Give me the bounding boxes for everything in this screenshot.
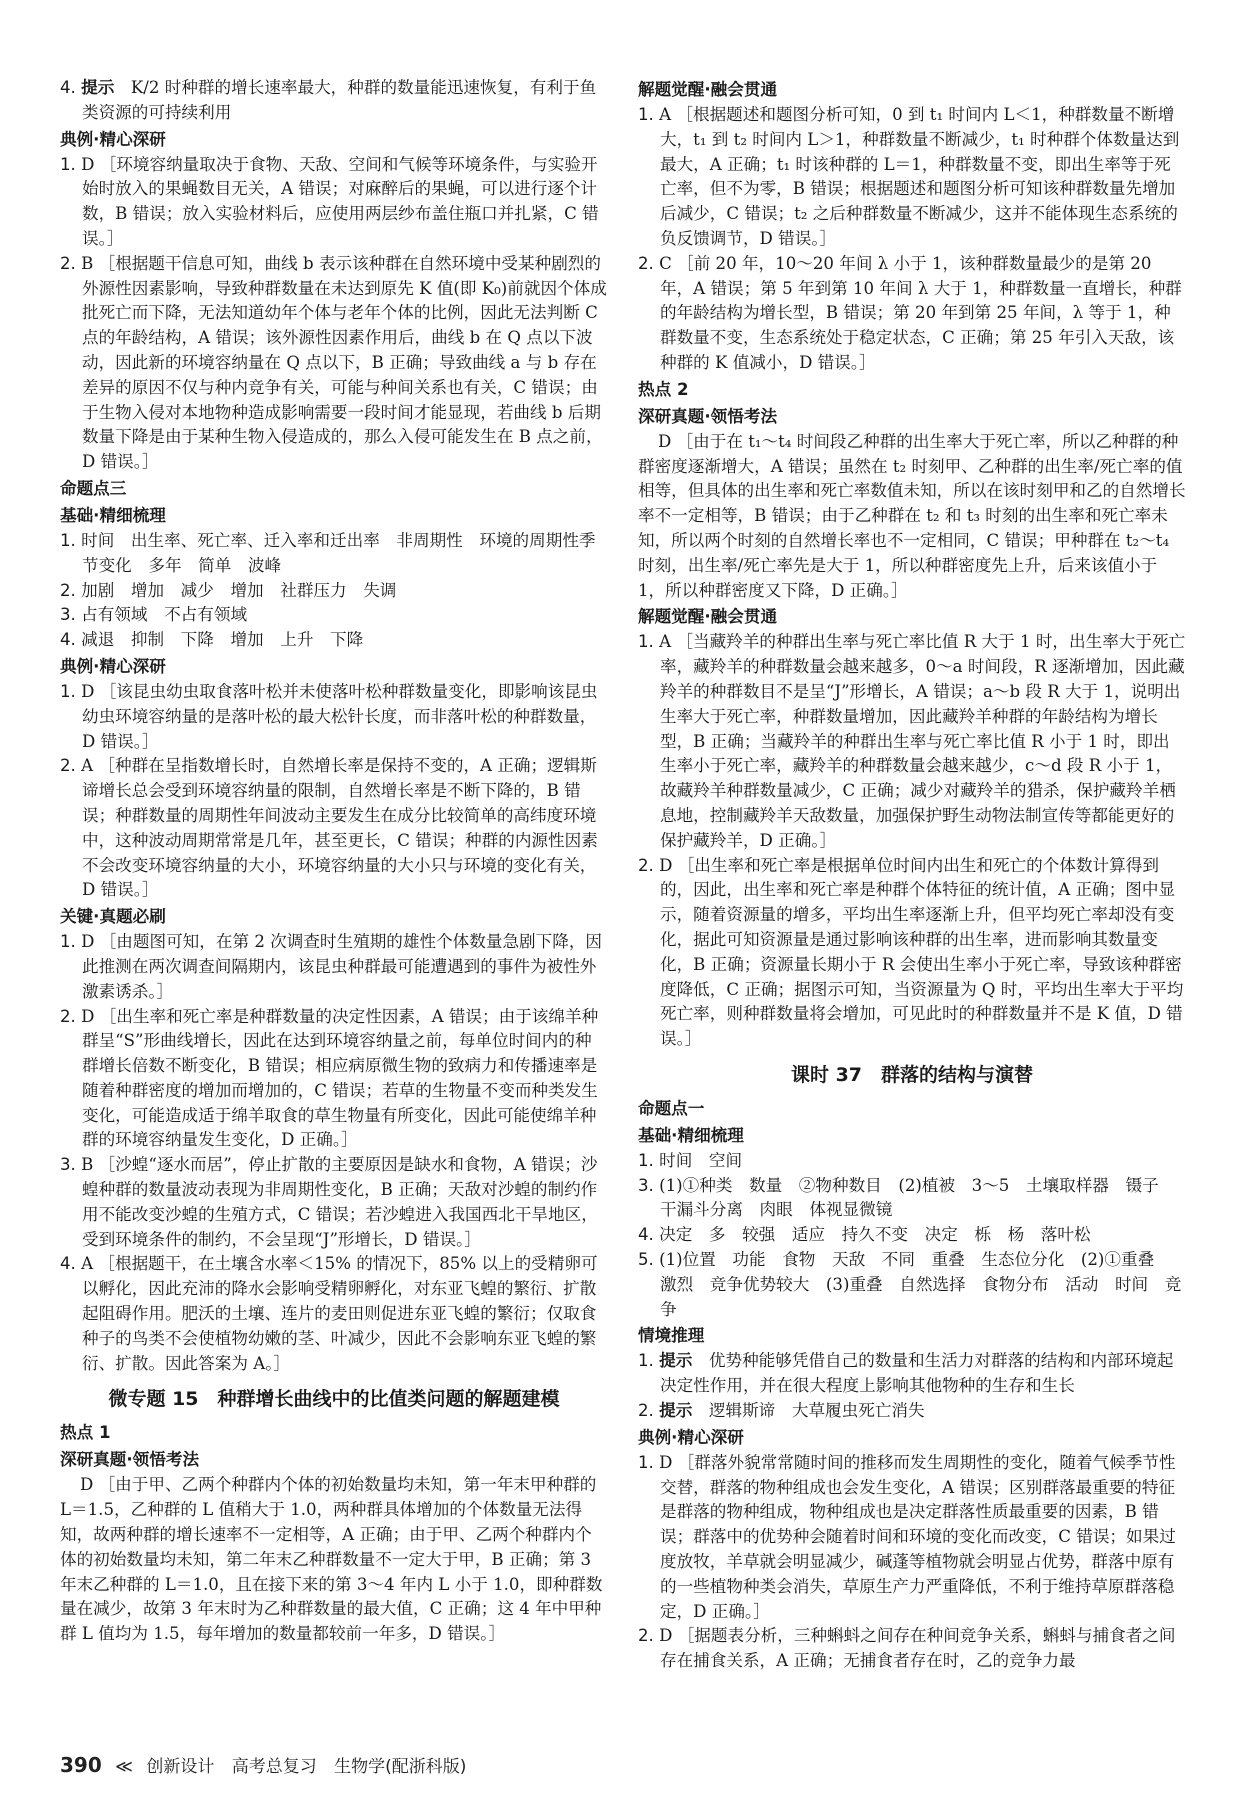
section-heading: 基础·精细梳理 <box>638 1125 744 1145</box>
item-number: 3. <box>60 1155 76 1175</box>
section-heading: 典例·精心深研 <box>60 129 166 149</box>
answer-item <box>60 153 608 252</box>
item-number: 2. <box>638 1401 654 1421</box>
section-heading: 热点 2 <box>638 379 689 399</box>
item-text: D ［据题表分析，三种蝌蚪之间存在种间竞争关系，蝌蚪与捕食者之间存在捕食关系，A 正确；无捕食者存在时，乙的竞争力最 <box>659 1626 1176 1671</box>
item-number: 1. <box>60 681 76 701</box>
left-column <box>60 76 608 1647</box>
item-text: (1)位置 功能 食物 天敌 不同 重叠 生态位分化 (2)①重叠 激烈 竞争优势较大 (3)重叠 自然选择 食物分布 活动 时间 竞争 <box>659 1250 1182 1319</box>
answer-paragraph: D ［由于甲、乙两个种群内个体的初始数量均未知，第一年末甲种群的 L＝1.5，乙种群的 L 值稍大于 1.0，两种群具体增加的个体数量无法得知，故两种群的增长速率不一定相等，A 正确；由于甲、乙两个种群内个体的初始数量均未知，第二年末乙种群数量不一定大于甲，B 正确；第 3 年末乙种群的 L＝1.0，且在接下来的第 3～4 年内 L 小于 1.0，即种群数量在减少，故第 3 年末时为乙种群数量的最大值，C 正确；这 4 年中甲种群 L 值均为 1.5，每年增加的数量都较前一年多，D 错误。］ <box>60 1475 603 1644</box>
answer-item <box>638 630 1186 853</box>
section-heading: 命题点三 <box>60 478 127 498</box>
item-number: 1. <box>638 105 654 124</box>
page-number: 390 <box>60 1753 102 1777</box>
hint-label: 提示 <box>81 78 115 97</box>
item-text: A ［种群在呈指数增长时，自然增长率是保持不变的，A 正确；逻辑斯谛增长总会受到环境容纳量的限制，自然增长率是不断下降的，B 错误；种群数量的周期性年间波动主要发生在成分比较简单的高纬度环境中，这种波动周期常常是几年，甚至更长，C 错误；种群的内源性因素不会改变环境容纳量的大小，环境容纳量的大小只与环境的变化有关，D 错误。］ <box>81 756 598 900</box>
item-text: D ［由题图可知，在第 2 次调查时生殖期的雄性个体数量急剧下降，因此推测在两次调查间隔期内，该昆虫种群最可能遭遇到的事件为被性外激素诱杀。］ <box>81 932 603 1001</box>
section-heading: 解题觉醒·融会贯通 <box>638 607 778 627</box>
hint-label: 提示 <box>659 1351 693 1371</box>
item-number: 1. <box>60 154 76 174</box>
section-heading: 典例·精心深研 <box>60 656 166 676</box>
item-text: 逻辑斯谛 大草履虫死亡消失 <box>708 1401 925 1421</box>
item-number: 5. <box>638 1250 654 1270</box>
item-number: 2. <box>638 1626 654 1646</box>
section-heading: 关键·真题必刷 <box>60 907 166 927</box>
item-text: (1)①种类 数量 ②物种数目 (2)植被 3～5 土壤取样器 镊子 干漏斗分离 肉眼 体视显微镜 <box>659 1175 1176 1220</box>
footer-series-title: 创新设计 <box>146 1757 215 1777</box>
section-heading: 命题点一 <box>638 1098 705 1118</box>
answer-item <box>60 1252 608 1376</box>
item-number: 4. <box>60 1254 76 1274</box>
answer-item <box>638 1451 1186 1625</box>
item-number: 4. <box>638 1225 654 1245</box>
page-footer <box>60 1752 466 1777</box>
item-text: 加剧 增加 减少 增加 社群压力 失调 <box>81 580 397 600</box>
item-number: 1. <box>638 632 654 652</box>
item-text: C ［前 20 年，10～20 年间 λ 小于 1，该种群数量最少的是第 20 年，A 错误；第 5 年到第 10 年间 λ 大于 1，种群数量一直增长，种群的年龄结构为增长型，B 错误；第 20 年到第 25 年间，λ 等于 1，种群数量不变，生态系统处于稳定状态，C 正确；第 25 年引入天敌，该种群的 K 值减小，D 错误。］ <box>659 253 1182 372</box>
answer-item <box>60 754 608 903</box>
answer-item <box>638 103 1186 252</box>
item-text: A ［当藏羚羊的种群出生率与死亡率比值 R 大于 1 时，出生率大于死亡率，藏羚羊的种群数量会越来越多，0～a 时间段，R 逐渐增加，因此藏羚羊的种群数目不是呈“J”形增长，A 错误；a～b 段 R 大于 1，说明出生率大于死亡率，种群数量增加，因此藏羚羊种群的年龄结构为增长型，B 正确；当藏羚羊的种群出生率与死亡率比值 R 小于 1 时，即出生率小于死亡率，藏羚羊的种群数量会越来越少，c～d 段 R 小于 1，故藏羚羊种群数量减少，C 正确；减少对藏羚羊的猎杀，保护藏羚羊栖息地，控制藏羚羊天敌数量，加强保护野生动物法制宣传等都能更好的保护藏羚羊，D 正确。］ <box>659 632 1186 850</box>
item-text: 优势种能够凭借自己的数量和生活力对群落的结构和内部环境起决定性作用，并在很大程度上影响其他物种的生存和生长 <box>660 1351 1174 1396</box>
item-number: 2. <box>60 253 76 273</box>
item-number: 1. <box>638 1351 654 1371</box>
section-heading: 热点 1 <box>60 1423 111 1443</box>
item-text: 占有领域 不占有领域 <box>81 605 248 625</box>
item-text: 时间 空间 <box>659 1150 743 1170</box>
item-text: K/2 时种群的增长速率最大，种群的数量能迅速恢复，有利于鱼类资源的可持续利用 <box>82 78 597 122</box>
answer-paragraph: D ［由于在 t₁～t₄ 时间段乙种群的出生率大于死亡率，所以乙种群的种群密度逐渐增大，A 错误；虽然在 t₂ 时刻甲、乙种群的出生率/死亡率的值相等，但具体的出生率和死亡率数值未知，所以在该时刻甲和乙的自然增长率不一定相等，B 错误；由于乙种群在 t₂ 和 t₃ 时刻的出生率和死亡率未知，所以两个时刻的自然增长率也不一定相同，C 错误；甲种群在 t₂～t₄ 时刻，出生率/死亡率先是大于 1，所以种群密度先上升，后来该值小于 1，所以种群密度又下降，D 正确。］ <box>638 431 1186 600</box>
answer-item <box>638 1248 1186 1322</box>
answer-item <box>60 1153 608 1252</box>
answer-item <box>60 252 608 475</box>
item-number: 2. <box>60 1006 76 1026</box>
answer-item <box>638 1223 1186 1248</box>
answer-item <box>638 1349 1186 1399</box>
answer-item <box>60 579 608 604</box>
hint-label: 提示 <box>659 1401 693 1421</box>
item-number: 3. <box>60 605 76 625</box>
answer-item <box>638 854 1186 1052</box>
double-left-arrow-icon: ≪ <box>115 1757 133 1777</box>
answer-item <box>638 1149 1186 1174</box>
item-number: 4. <box>60 630 76 650</box>
item-number: 1. <box>638 1150 654 1170</box>
answer-item <box>60 529 608 579</box>
item-text: 决定 多 较强 适应 持久不变 决定 栎 杨 落叶松 <box>659 1225 1091 1245</box>
item-number: 2. <box>60 580 76 600</box>
item-text: D ［出生率和死亡率是种群数量的决定性因素，A 错误；由于该绵羊种群呈“S”形曲线增长，因此在达到环境容纳量之前，每单位时间内的种群增长倍数不断变化，B 错误；相应病原微生物的致病力和传播速率是随着种群密度的增加而增加的，C 错误；若草的生物量不变而种类发生变化，可能造成适于绵羊取食的草生物量有所变化，因此可能使绵羊种群的环境容纳量发生变化，D 正确。］ <box>81 1006 599 1150</box>
section-heading: 典例·精心深研 <box>638 1427 744 1447</box>
section-heading: 深研真题·领悟考法 <box>60 1450 200 1470</box>
item-number: 1. <box>60 932 76 952</box>
answer-item <box>638 1399 1186 1424</box>
answer-item <box>638 1624 1186 1674</box>
item-text: A ［根据题述和题图分析可知，0 到 t₁ 时间内 L＜1，种群数量不断增大，t₁ 到 t₂ 时间内 L＞1，种群数量不断减少，t₁ 时种群个体数量达到最大，A 正确；t₁ 时该种群的 L＝1，种群数量不变，即出生率等于死亡率，但不为零，B 错误；根据题述和题图分析可知该种群数量先增加后减少，C 错误；t₂ 之后种群数量不断减少，这并不能体现生态系统的负反馈调节，D 错误。］ <box>659 105 1180 248</box>
section-heading: 情境推理 <box>638 1326 705 1346</box>
lesson-title: 课时 37 群落的结构与演替 <box>790 1063 1034 1086</box>
item-number: 4. <box>60 78 76 97</box>
section-heading: 深研真题·领悟考法 <box>638 406 778 426</box>
topic-title: 微专题 15 种群增长曲线中的比值类问题的解题建模 <box>108 1388 560 1411</box>
answer-item <box>60 628 608 653</box>
item-text: D ［该昆虫幼虫取食落叶松并未使落叶松种群数量变化，即影响该昆虫幼虫环境容纳量的是落叶松的最大松针长度，而非落叶松的种群数量，D 错误。］ <box>81 681 598 751</box>
answer-item <box>60 76 608 126</box>
answer-item <box>60 930 608 1004</box>
item-text: D ［出生率和死亡率是根据单位时间内出生和死亡的个体数计算得到的，因此，出生率和死亡率是种群个体特征的统计值，A 正确；图中显示，随着资源量的增多，平均出生率逐渐上升，但平均死亡率却没有变化，据此可知资源量是通过影响该种群的出生率，进而影响其数量变化，B 正确；资源量长期小于 R 会使出生率小于死亡率，导致该种群密度降低，C 正确；据图示可知，当资源量为 Q 时，平均出生率大于平均死亡率，则种群数量将会增加，可见此时的种群数量并不是 K 值，D 错误。］ <box>659 855 1184 1049</box>
answer-item <box>638 252 1186 376</box>
item-text: A ［根据题干，在土壤含水率＜15% 的情况下，85% 以上的受精卵可以孵化，因此充沛的降水会影响受精卵孵化，对东亚飞蝗的繁衍、扩散起阻碍作用。肥沃的土壤、连片的麦田则促进东亚飞蝗的繁衍；仅取食种子的鸟类不会使植物幼嫩的茎、叶减少，因此不会影响东亚飞蝗的繁衍、扩散。因此答案为 A。］ <box>81 1254 598 1373</box>
footer-book-title: 高考总复习 <box>231 1757 317 1777</box>
item-text: D ［环境容纳量取决于食物、天敌、空间和气候等环境条件，与实验开始时放入的果蝇数目无关，A 错误；对麻醉后的果蝇，可以进行逐个计数，B 错误；放入实验材料后，应使用两层纱布盖住瓶口并扎紧，C 错误。］ <box>81 154 599 248</box>
section-heading: 解题觉醒·融会贯通 <box>638 80 778 99</box>
item-number: 2. <box>638 855 654 875</box>
item-number: 1. <box>60 530 76 550</box>
item-number: 2. <box>638 253 654 273</box>
item-text: 时间 出生率、死亡率、迁入率和迁出率 非周期性 环境的周期性季节变化 多年 简单 波峰 <box>81 530 596 575</box>
item-text: B ［根据题干信息可知，曲线 b 表示该种群在自然环境中受某种剧烈的外源性因素影响，导致种群数量在未达到原先 K 值(即 K₀)前就因个体成批死亡而下降，无法知道幼年个体与老年个体的比例，因此无法判断 C 点的年龄结构，A 错误；该外源性因素作用后，曲线 b 在 Q 点以下波动，因此新的环境容纳量在 Q 点以下，B 正确；导致曲线 a 与 b 存在差异的原因不仅与种内竞争有关，可能与种间关系也有关，C 错误；由于生物入侵对本地物种造成影响需要一段时间才能显现，若曲线 b 后期数量下降是由于某种生物入侵造成的，那么入侵可能发生在 B 点之前，D 错误。］ <box>81 253 607 472</box>
item-number: 3. <box>638 1175 654 1195</box>
answer-item <box>60 1005 608 1154</box>
item-number: 2. <box>60 756 76 776</box>
item-text: B ［沙蝗“逐水而居”，停止扩散的主要原因是缺水和食物，A 错误；沙蝗种群的数量波动表现为非周期性变化，B 正确；天敌对沙蝗的制约作用不能改变沙蝗的生殖方式，C 错误；若沙蝗进入我国西北干旱地区，受到环境条件的制约，不会呈现“J”形增长，D 错误。］ <box>81 1155 598 1249</box>
right-column <box>638 76 1186 1674</box>
answer-item <box>638 1174 1186 1224</box>
answer-item <box>60 680 608 754</box>
answer-item <box>60 603 608 628</box>
footer-subject: 生物学(配浙科版) <box>334 1757 467 1777</box>
item-text: D ［群落外貌常常随时间的推移而发生周期性的变化，随着气候季节性交替，群落的物种组成也会发生变化，A 错误；区别群落最重要的特征是群落的物种组成，物种组成也是决定群落性质最重要的因素，B 错误；群落中的优势种会随着时间和环境的变化而改变，C 错误；如果过度放牧，羊草就会明显减少，碱蓬等植物就会明显占优势，群落中原有的一些植物种类会消失，草原生产力严重降低，不利于维持草原群落稳定，D 正确。］ <box>659 1452 1176 1621</box>
item-text: 减退 抑制 下降 增加 上升 下降 <box>81 630 364 650</box>
item-number: 1. <box>638 1452 654 1472</box>
section-heading: 基础·精细梳理 <box>60 505 166 525</box>
